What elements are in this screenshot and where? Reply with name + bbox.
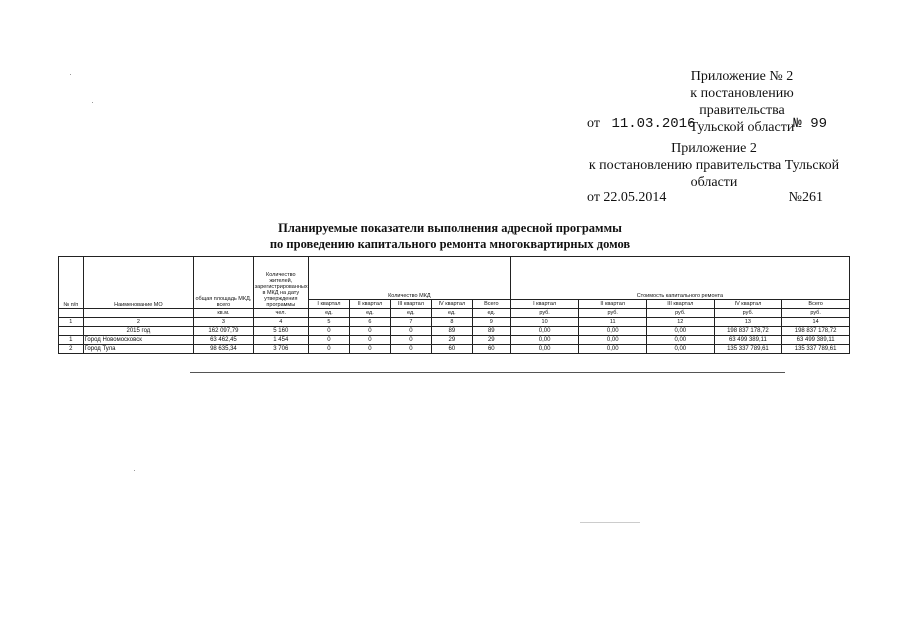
- cell-cost-q3: 0,00: [647, 327, 715, 336]
- col-people-header: Количество жителей, зарегистрированных в МКД на дату утверждения программы: [253, 257, 308, 309]
- group-count-header: Количество МКД: [308, 257, 510, 300]
- cost-q1-header: I квартал: [510, 300, 579, 309]
- cell-count-total: 29: [472, 336, 510, 345]
- cell-cost-q4: 198 837 178,72: [714, 327, 782, 336]
- col-number: 13: [714, 318, 782, 327]
- cell-no: [59, 327, 84, 336]
- cell-count-q4: 60: [431, 345, 472, 354]
- units-row: [59, 309, 850, 318]
- unit-count: ед.: [472, 309, 510, 318]
- count-q1-header: I квартал: [308, 300, 349, 309]
- cell-cost-q2: 0,00: [579, 336, 647, 345]
- cell-people: 3 706: [253, 345, 308, 354]
- ref-number: № 99: [793, 116, 827, 132]
- cell-cost-q4: 63 499 389,11: [714, 336, 782, 345]
- cost-q4-header: IV квартал: [714, 300, 782, 309]
- cell-area: 63 462,45: [194, 336, 253, 345]
- appendix-header-2: [579, 140, 849, 191]
- unit-area: кв.м.: [194, 309, 253, 318]
- decree-ref-2: [587, 190, 823, 206]
- scan-speck: [580, 522, 640, 523]
- scan-speck: [92, 102, 93, 103]
- cell-cost-q4: 135 337 789,61: [714, 345, 782, 354]
- unit-count: ед.: [390, 309, 431, 318]
- unit-cost: руб.: [579, 309, 647, 318]
- cell-name: Город Тула: [83, 345, 194, 354]
- cell-cost-q1: 0,00: [510, 345, 579, 354]
- cell-cost-total: 198 837 178,72: [782, 327, 850, 336]
- cell-count-q1: 0: [308, 327, 349, 336]
- table-row: [59, 336, 850, 345]
- unit-cost: руб.: [714, 309, 782, 318]
- col-number: 1: [59, 318, 84, 327]
- col-number: 14: [782, 318, 850, 327]
- col-number: 5: [308, 318, 349, 327]
- cell-cost-q3: 0,00: [647, 345, 715, 354]
- cell-count-total: 89: [472, 327, 510, 336]
- table-row: [59, 327, 850, 336]
- cell-count-q1: 0: [308, 336, 349, 345]
- col-area-header: общая площадь МКД, всего: [194, 257, 253, 309]
- cell-count-q2: 0: [349, 345, 390, 354]
- col-no-header: № п/п: [59, 257, 84, 309]
- col-number: 10: [510, 318, 579, 327]
- cell-count-q3: 0: [390, 345, 431, 354]
- col-number: 12: [647, 318, 715, 327]
- appendix-region-2: области: [690, 175, 738, 190]
- col-number: 11: [579, 318, 647, 327]
- col-number: 4: [253, 318, 308, 327]
- cell-cost-q2: 0,00: [579, 327, 647, 336]
- cost-q2-header: II квартал: [579, 300, 647, 309]
- cell-name: Город Новомосковск: [83, 336, 194, 345]
- cell-count-total: 60: [472, 345, 510, 354]
- unit-count: ед.: [308, 309, 349, 318]
- appendix-decree: к постановлению правительства: [690, 86, 794, 118]
- col-number: 8: [431, 318, 472, 327]
- scan-speck: [134, 470, 135, 471]
- ref-date: 11.03.2016: [611, 116, 696, 132]
- count-q3-header: III квартал: [390, 300, 431, 309]
- cost-q3-header: III квартал: [647, 300, 715, 309]
- col-number: 7: [390, 318, 431, 327]
- appendix-region: Тульской области: [689, 120, 795, 135]
- cell-area: 162 097,79: [194, 327, 253, 336]
- column-numbers-row: [59, 318, 850, 327]
- count-q4-header: IV квартал: [431, 300, 472, 309]
- title-line-1: Планируемые показатели выполнения адресной программы: [278, 221, 622, 235]
- cost-total-header: Всего: [782, 300, 850, 309]
- ref-date-2: от 22.05.2014: [587, 190, 667, 205]
- cell-count-q4: 89: [431, 327, 472, 336]
- cell-count-q2: 0: [349, 327, 390, 336]
- cell-cost-q2: 0,00: [579, 345, 647, 354]
- cell-cost-total: 63 499 389,11: [782, 336, 850, 345]
- cell-no: 1: [59, 336, 84, 345]
- cell-count-q4: 29: [431, 336, 472, 345]
- col-number: 9: [472, 318, 510, 327]
- cell-count-q2: 0: [349, 336, 390, 345]
- count-q2-header: II квартал: [349, 300, 390, 309]
- col-number: 3: [194, 318, 253, 327]
- ref-prefix: от: [587, 116, 600, 131]
- cell-no: 2: [59, 345, 84, 354]
- unit-cost: руб.: [782, 309, 850, 318]
- unit-cost: руб.: [647, 309, 715, 318]
- group-cost-header: Стоимость капитального ремонта: [510, 257, 849, 300]
- appendix-title: Приложение № 2: [690, 69, 794, 84]
- unit-cost: руб.: [510, 309, 579, 318]
- cell-cost-q3: 0,00: [647, 336, 715, 345]
- table-underline: [190, 372, 785, 373]
- col-number: 2: [83, 318, 194, 327]
- cell-cost-q1: 0,00: [510, 336, 579, 345]
- table-row: [59, 345, 850, 354]
- decree-ref-1: [587, 116, 827, 132]
- cell-count-q3: 0: [390, 327, 431, 336]
- unit-people: чел.: [253, 309, 308, 318]
- cell-name: 2015 год: [83, 327, 194, 336]
- cell-count-q1: 0: [308, 345, 349, 354]
- cell-area: 98 635,34: [194, 345, 253, 354]
- col-name-header: Наименование МО: [83, 257, 194, 309]
- unit-count: ед.: [431, 309, 472, 318]
- cell-count-q3: 0: [390, 336, 431, 345]
- cell-cost-total: 135 337 789,61: [782, 345, 850, 354]
- unit-count: ед.: [349, 309, 390, 318]
- scan-speck: [70, 74, 71, 75]
- title-line-2: по проведению капитального ремонта многоквартирных домов: [269, 237, 631, 251]
- count-total-header: Всего: [472, 300, 510, 309]
- document-title: [240, 220, 660, 252]
- cell-cost-q1: 0,00: [510, 327, 579, 336]
- indicators-table: [58, 256, 850, 354]
- appendix-decree-2: к постановлению правительства Тульской: [588, 158, 840, 173]
- col-number: 6: [349, 318, 390, 327]
- cell-people: 5 160: [253, 327, 308, 336]
- ref-number-2: №261: [788, 190, 823, 205]
- cell-people: 1 454: [253, 336, 308, 345]
- appendix-title-2: Приложение 2: [671, 141, 757, 156]
